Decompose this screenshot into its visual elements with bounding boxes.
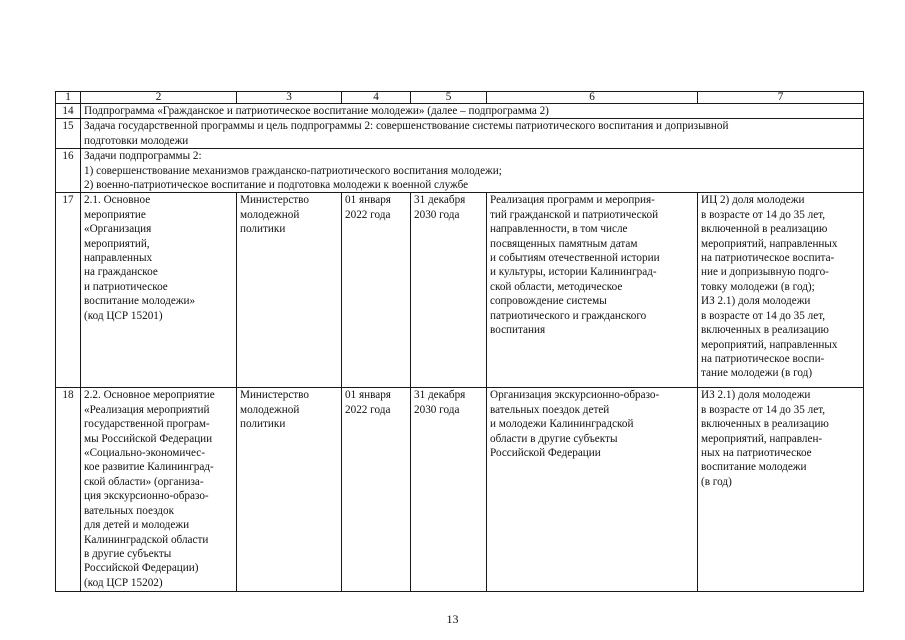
row-number: 16 — [56, 149, 81, 193]
column-number: 3 — [237, 92, 342, 104]
column-number: 4 — [342, 92, 411, 104]
table-row — [56, 104, 864, 119]
executor-cell: Министерство молодежной политики — [237, 388, 342, 592]
event-cell: 2.1. Основное мероприятие «Организация мероприятий, направленных на гражданское и патриотическое воспитание молодежи» (код ЦСР 15201) — [81, 193, 237, 388]
description-cell: Организация экскурсионно-образо- вательных поездок детей и молодежи Калининградской области в другие субъекты Российской Федерации — [487, 388, 698, 592]
indicator-cell: ИЗ 2.1) доля молодежи в возрасте от 14 до 35 лет, включенных в реализацию мероприятий, направлен- ных на патриотическое воспитание молодежи (в год) — [698, 388, 864, 592]
column-numbers-row — [56, 92, 864, 104]
row-number: 18 — [56, 388, 81, 592]
end-date-cell: 31 декабря 2030 года — [411, 388, 487, 592]
column-number: 7 — [698, 92, 864, 104]
end-date-cell: 31 декабря 2030 года — [411, 193, 487, 388]
page-number: 13 — [446, 612, 459, 626]
program-table — [55, 91, 864, 592]
column-number: 5 — [411, 92, 487, 104]
table-row — [56, 149, 864, 193]
executor-cell: Министерство молодежной политики — [237, 193, 342, 388]
start-date-cell: 01 января 2022 года — [342, 388, 411, 592]
row-number: 15 — [56, 119, 81, 149]
column-number: 1 — [56, 92, 81, 104]
start-date-cell: 01 января 2022 года — [342, 193, 411, 388]
column-number: 6 — [487, 92, 698, 104]
table-row — [56, 388, 864, 592]
subprogram-title: Подпрограмма «Гражданское и патриотическое воспитание молодежи» (далее – подпрограмма 2) — [81, 104, 864, 119]
row-number: 14 — [56, 104, 81, 119]
table-row — [56, 193, 864, 388]
column-number: 2 — [81, 92, 237, 104]
event-cell: 2.2. Основное мероприятие «Реализация мероприятий государственной програм- мы Российской Федерации «Социально-экономичес- кое развитие Калинингрaд- ской области» (организа- ция экскурсионно-образо- вательных поездок для детей и молодежи Калининградской области в другие субъекты Российской Федерации) (код ЦСР 15202) — [81, 388, 237, 592]
tasks-text: Задачи подпрограммы 2: 1) совершенствование механизмов гражданско-патриотического воспитания молодежи; 2) военно-патриотическое воспитание и подготовка молодежи к военной службе — [81, 149, 864, 193]
row-number: 17 — [56, 193, 81, 388]
table-row — [56, 119, 864, 149]
indicator-cell: ИЦ 2) доля молодежи в возрасте от 14 до 35 лет, включенной в реализацию мероприятий, направленных на патриотическое воспита- ние и допризывную подго- товку молодежи (в год); ИЗ 2.1) доля молодежи в возрасте от 14 до 35 лет, включенных в реализацию мероприятий, направленных на патриотическое воспи- тание молодежи (в год) — [698, 193, 864, 388]
description-cell: Реализация программ и мероприя- тий гражданской и патриотической направленности, в том числе посвященных памятным датам и событиям отечественной истории и культуры, истории Калинингрaд- ской области, методическое сопровождение системы патриотического и гражданского воспитания — [487, 193, 698, 388]
goal-text: Задача государственной программы и цель подпрограммы 2: совершенствование системы патриотического воспитания и допризывной подготовки молодежи — [81, 119, 864, 149]
